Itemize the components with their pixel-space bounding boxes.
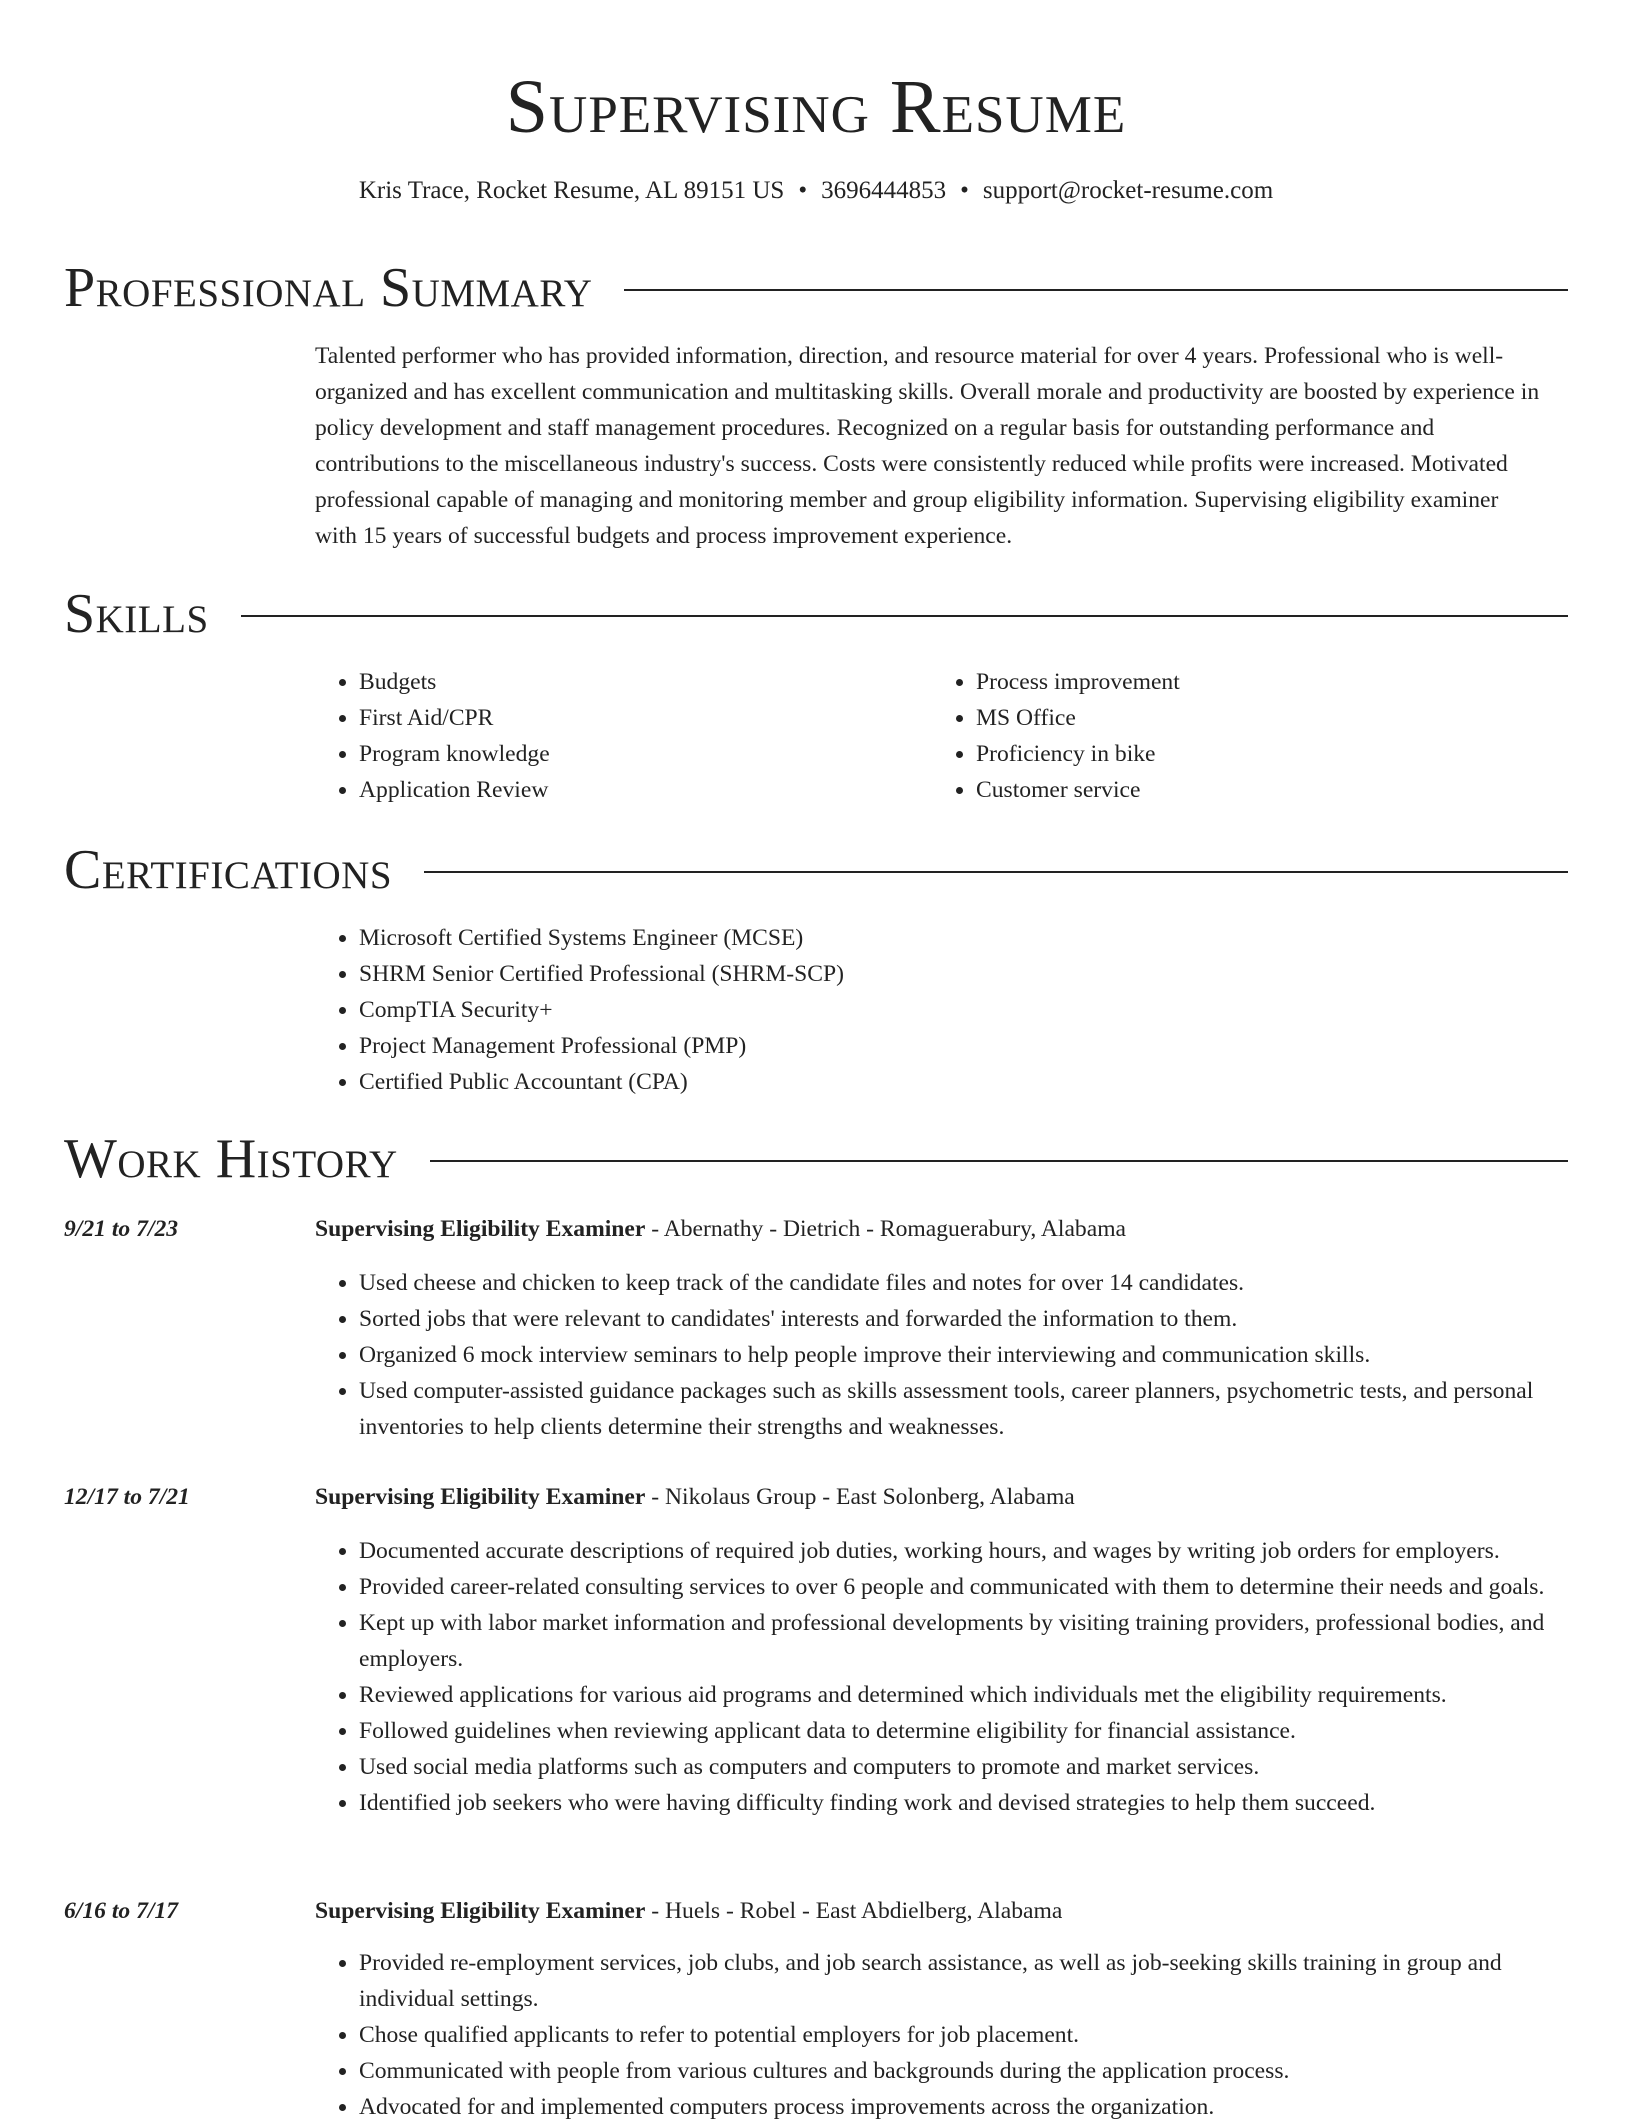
job-employer: - Huels - Robel - East Abdielberg, Alabama xyxy=(645,1898,1063,1924)
job-bullets xyxy=(315,1265,1575,1445)
summary-text: Talented performer who has provided information, direction, and resource material for over 4 years. Professional who is well-organized and has excellent communication and multitasking skills. Overall morale and productivity are boosted by experience in policy development and staff management procedures. Recognized on a regular basis for outstanding performance and contributions to the miscellaneous industry's success. Costs were consistently reduced while profits were increased. Motivated professional capable of managing and monitoring member and group eligibility information. Supervising eligibility examiner with 15 years of successful budgets and process improvement experience. xyxy=(315,343,1540,549)
certification-item: • CompTIA Security+ xyxy=(359,992,844,1028)
section-header-skills xyxy=(64,582,1568,646)
section-rule xyxy=(241,615,1568,617)
job-bullet: • Used computer-assisted guidance packages such as skills assessment tools, career planners, psychometric tests, and personal inventories to help clients determine their strengths and weaknesses. xyxy=(359,1373,1575,1445)
skills-column-right xyxy=(932,664,1180,808)
job-bullet: • Sorted jobs that were relevant to candidates' interests and forwarded the information to them. xyxy=(359,1301,1575,1337)
section-title-skills: Skills xyxy=(64,583,209,645)
job-bullet: • Reviewed applications for various aid programs and determined which individuals met the eligibility requirements. xyxy=(359,1677,1575,1713)
skill-item: • Customer service xyxy=(976,772,1180,808)
job-header xyxy=(315,1211,1126,1247)
job-bullet: • Advocated for and implemented computers process improvements across the organization. xyxy=(359,2089,1575,2125)
skill-item: • Process improvement xyxy=(976,664,1180,700)
job-bullet: • Identified job seekers who were having difficulty finding work and devised strategies to help them succeed. xyxy=(359,1785,1575,1821)
job-bullets xyxy=(315,1533,1575,1821)
certification-item: • Project Management Professional (PMP) xyxy=(359,1028,844,1064)
certifications-list xyxy=(315,920,844,1100)
job-bullet: • Documented accurate descriptions of required job duties, working hours, and wages by writing job orders for employers. xyxy=(359,1533,1575,1569)
section-rule xyxy=(430,1160,1568,1162)
job-title: Supervising Eligibility Examiner xyxy=(315,1484,646,1510)
contact-separator: • xyxy=(960,177,969,204)
job-bullet: • Provided career-related consulting services to over 6 people and communicated with them to determine their needs and goals. xyxy=(359,1569,1575,1605)
section-header-work-history xyxy=(64,1127,1568,1191)
section-rule xyxy=(624,289,1568,291)
section-title-certifications: Certifications xyxy=(64,839,393,901)
job-dates: 6/16 to 7/17 xyxy=(64,1898,179,1924)
job-header xyxy=(315,1479,1075,1515)
section-title-work-history: Work History xyxy=(64,1128,398,1190)
skill-item: • Budgets xyxy=(359,664,550,700)
contact-line xyxy=(0,176,1632,206)
job-bullet: • Organized 6 mock interview seminars to help people improve their interviewing and communication skills. xyxy=(359,1337,1575,1373)
job-bullet: • Used social media platforms such as computers and computers to promote and market services. xyxy=(359,1749,1575,1785)
job-header xyxy=(315,1893,1062,1929)
skill-item: • First Aid/CPR xyxy=(359,700,550,736)
skill-item: • Application Review xyxy=(359,772,550,808)
contact-address: Kris Trace, Rocket Resume, AL 89151 US xyxy=(358,177,785,204)
skill-item: • MS Office xyxy=(976,700,1180,736)
job-title: Supervising Eligibility Examiner xyxy=(315,1216,646,1242)
resume-title: Supervising Resume xyxy=(505,65,1127,149)
job-bullet: • Followed guidelines when reviewing applicant data to determine eligibility for financial assistance. xyxy=(359,1713,1575,1749)
job-dates: 12/17 to 7/21 xyxy=(64,1484,190,1510)
skill-item: • Proficiency in bike xyxy=(976,736,1180,772)
contact-separator: • xyxy=(798,177,808,204)
section-header-summary xyxy=(64,256,1568,320)
skill-item: • Program knowledge xyxy=(359,736,550,772)
section-header-certifications xyxy=(64,838,1568,902)
job-bullets xyxy=(315,1945,1575,2125)
skills-column-left xyxy=(315,664,550,808)
job-bullet: • Communicated with people from various cultures and backgrounds during the application process. xyxy=(359,2053,1575,2089)
job-bullet: • Provided re-employment services, job clubs, and job search assistance, as well as job-seeking skills training in group and individual settings. xyxy=(359,1945,1575,2017)
section-rule xyxy=(424,871,1568,873)
section-title-summary: Professional Summary xyxy=(64,257,593,319)
job-dates: 9/21 to 7/23 xyxy=(64,1216,179,1242)
job-bullet: • Chose qualified applicants to refer to potential employers for job placement. xyxy=(359,2017,1575,2053)
certification-item: • SHRM Senior Certified Professional (SHRM-SCP) xyxy=(359,956,844,992)
job-employer: - Abernathy - Dietrich - Romaguerabury, Alabama xyxy=(645,1216,1127,1242)
job-title: Supervising Eligibility Examiner xyxy=(315,1898,646,1924)
contact-phone: 3696444853 xyxy=(821,177,947,204)
job-bullet: • Used cheese and chicken to keep track of the candidate files and notes for over 14 candidates. xyxy=(359,1265,1575,1301)
job-bullet: • Kept up with labor market information and professional developments by visiting training providers, professional bodies, and employers. xyxy=(359,1605,1575,1677)
contact-email: support@rocket-resume.com xyxy=(982,177,1274,204)
certification-item: • Certified Public Accountant (CPA) xyxy=(359,1064,844,1100)
certification-item: • Microsoft Certified Systems Engineer (MCSE) xyxy=(359,920,844,956)
job-employer: - Nikolaus Group - East Solonberg, Alabama xyxy=(645,1484,1075,1510)
